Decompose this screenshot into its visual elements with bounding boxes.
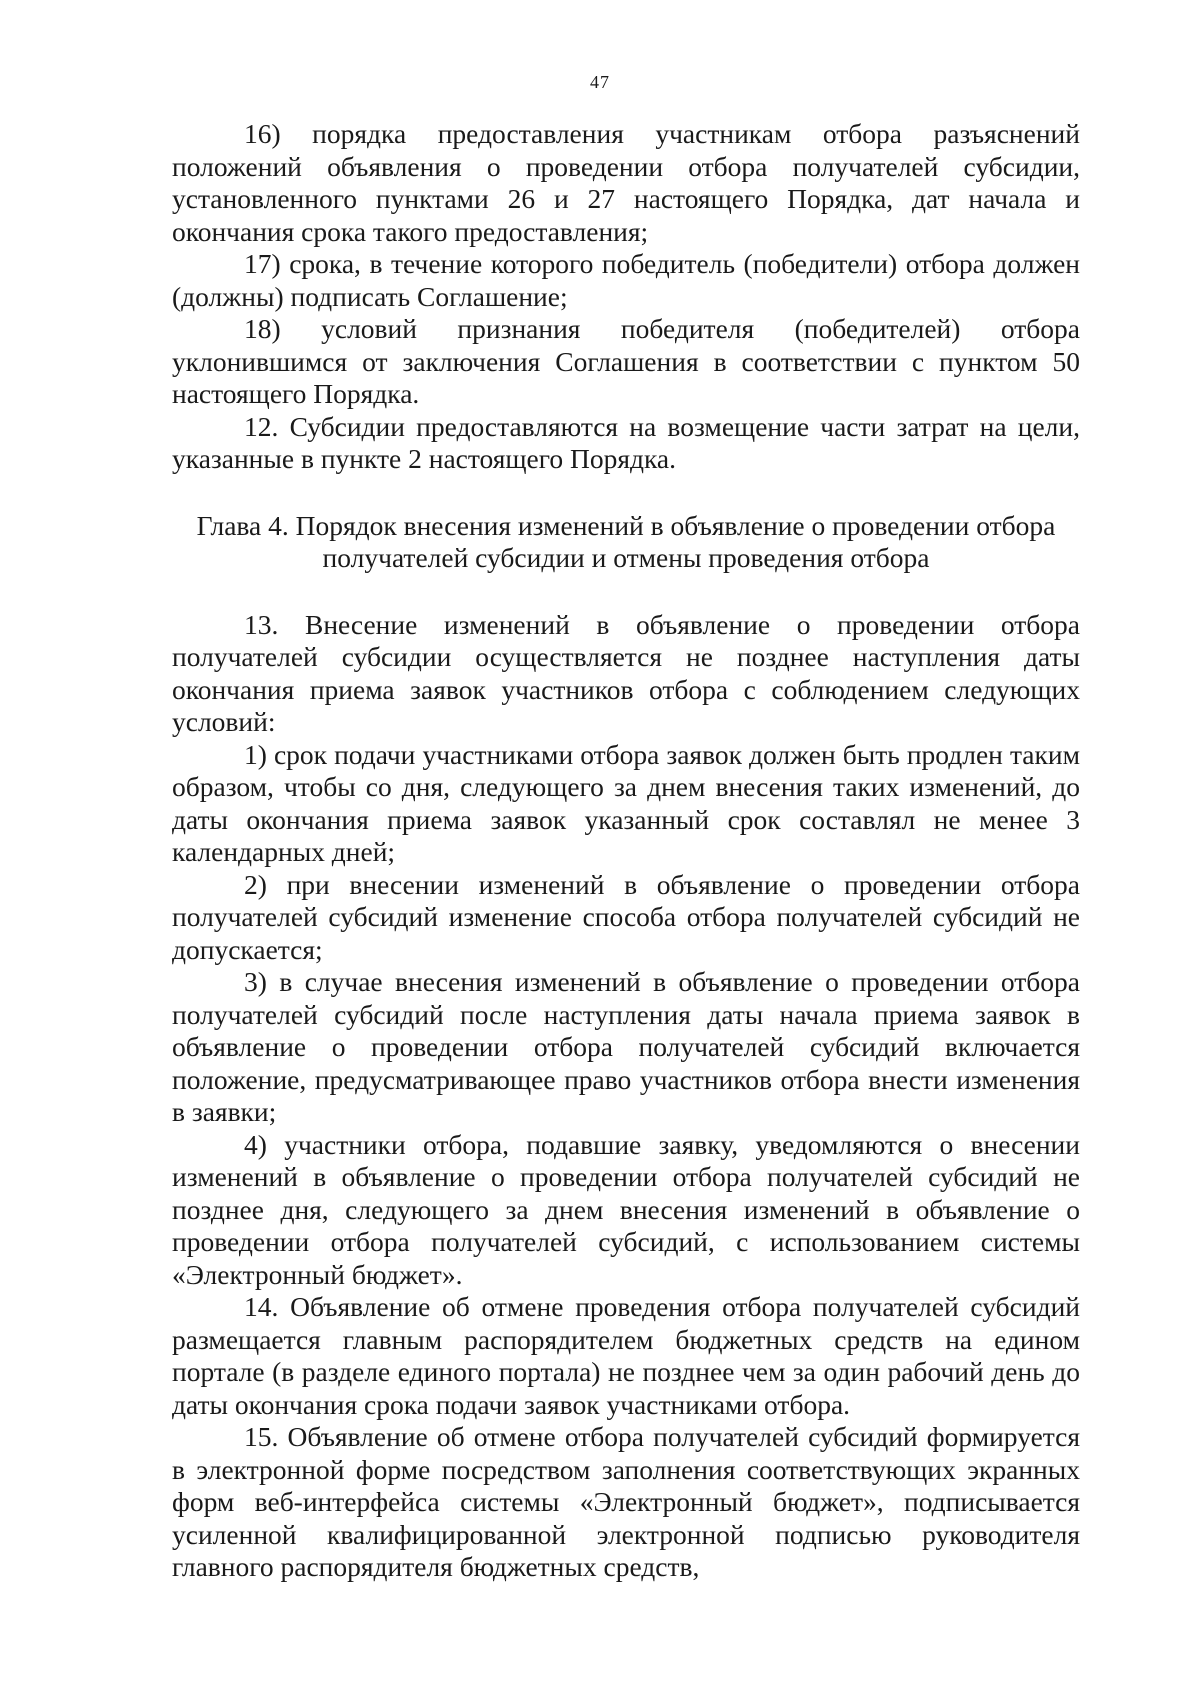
paragraph-12: 12. Субсидии предоставляются на возмещение части затрат на цели, указанные в пункте 2 настоящего Порядка. bbox=[172, 410, 1080, 474]
chapter-heading-line-1: Глава 4. Порядок внесения изменений в объявление о проведении отбора bbox=[196, 509, 1056, 541]
paragraph-13-item-4: 4) участники отбора, подавшие заявку, уведомляются о внесении изменений в объявление о проведении отбора получателей субсидий не позднее дня, следующего за днем внесения изменений в объявление о проведении отбора получателей субсидий, с использованием системы «Электронный бюджет». bbox=[172, 1128, 1080, 1290]
paragraph-13: 13. Внесение изменений в объявление о проведении отбора получателей субсидии осуществляется не позднее наступления даты окончания приема заявок участников отбора с соблюдением следующих условий: bbox=[172, 608, 1080, 737]
chapter-heading bbox=[172, 510, 1080, 575]
paragraph-item-17: 17) срока, в течение которого победитель (победители) отбора должен (должны) подписать Соглашение; bbox=[172, 248, 1080, 312]
page-number: 47 bbox=[590, 72, 610, 92]
paragraph-15: 15. Объявление об отмене отбора получателей субсидий формируется в электронной форме посредством заполнения соответствующих экранных форм веб-интерфейса системы «Электронный бюджет», подписывается усиленной квалифицированной электронной подписью руководителя главного распорядителя бюджетных средств, bbox=[172, 1421, 1080, 1582]
paragraph-13-item-3: 3) в случае внесения изменений в объявление о проведении отбора получателей субсидий после наступления даты начала приема заявок в объявление о проведении отбора получателей субсидий включается положение, предусматривающее право участников отбора внести изменения в заявки; bbox=[172, 966, 1080, 1127]
paragraph-14: 14. Объявление об отмене проведения отбора получателей субсидий размещается главным распорядителем бюджетных средств на едином портале (в разделе единого портала) не позднее чем за один рабочий день до даты окончания срока подачи заявок участниками отбора. bbox=[172, 1291, 1080, 1420]
document-body bbox=[172, 118, 1080, 1584]
paragraph-13-item-1: 1) срок подачи участниками отбора заявок должен быть продлен таким образом, чтобы со дня, следующего за днем внесения таких изменений, до даты окончания приема заявок указанный срок составлял не менее 3 календарных дней; bbox=[172, 738, 1080, 867]
chapter-heading-line-2: получателей субсидии и отмены проведения отбора bbox=[322, 542, 930, 573]
paragraph-item-18: 18) условий признания победителя (победителей) отбора уклонившимся от заключения Соглашения в соответствии с пунктом 50 настоящего Порядка. bbox=[172, 313, 1080, 409]
paragraph-item-16: 16) порядка предоставления участникам отбора разъяснений положений объявления о проведении отбора получателей субсидии, установленного пунктами 26 и 27 настоящего Порядка, дат начала и окончания срока такого предоставления; bbox=[172, 118, 1080, 247]
paragraph-13-item-2: 2) при внесении изменений в объявление о проведении отбора получателей субсидий изменение способа отбора получателей субсидий не допускается; bbox=[172, 868, 1080, 965]
